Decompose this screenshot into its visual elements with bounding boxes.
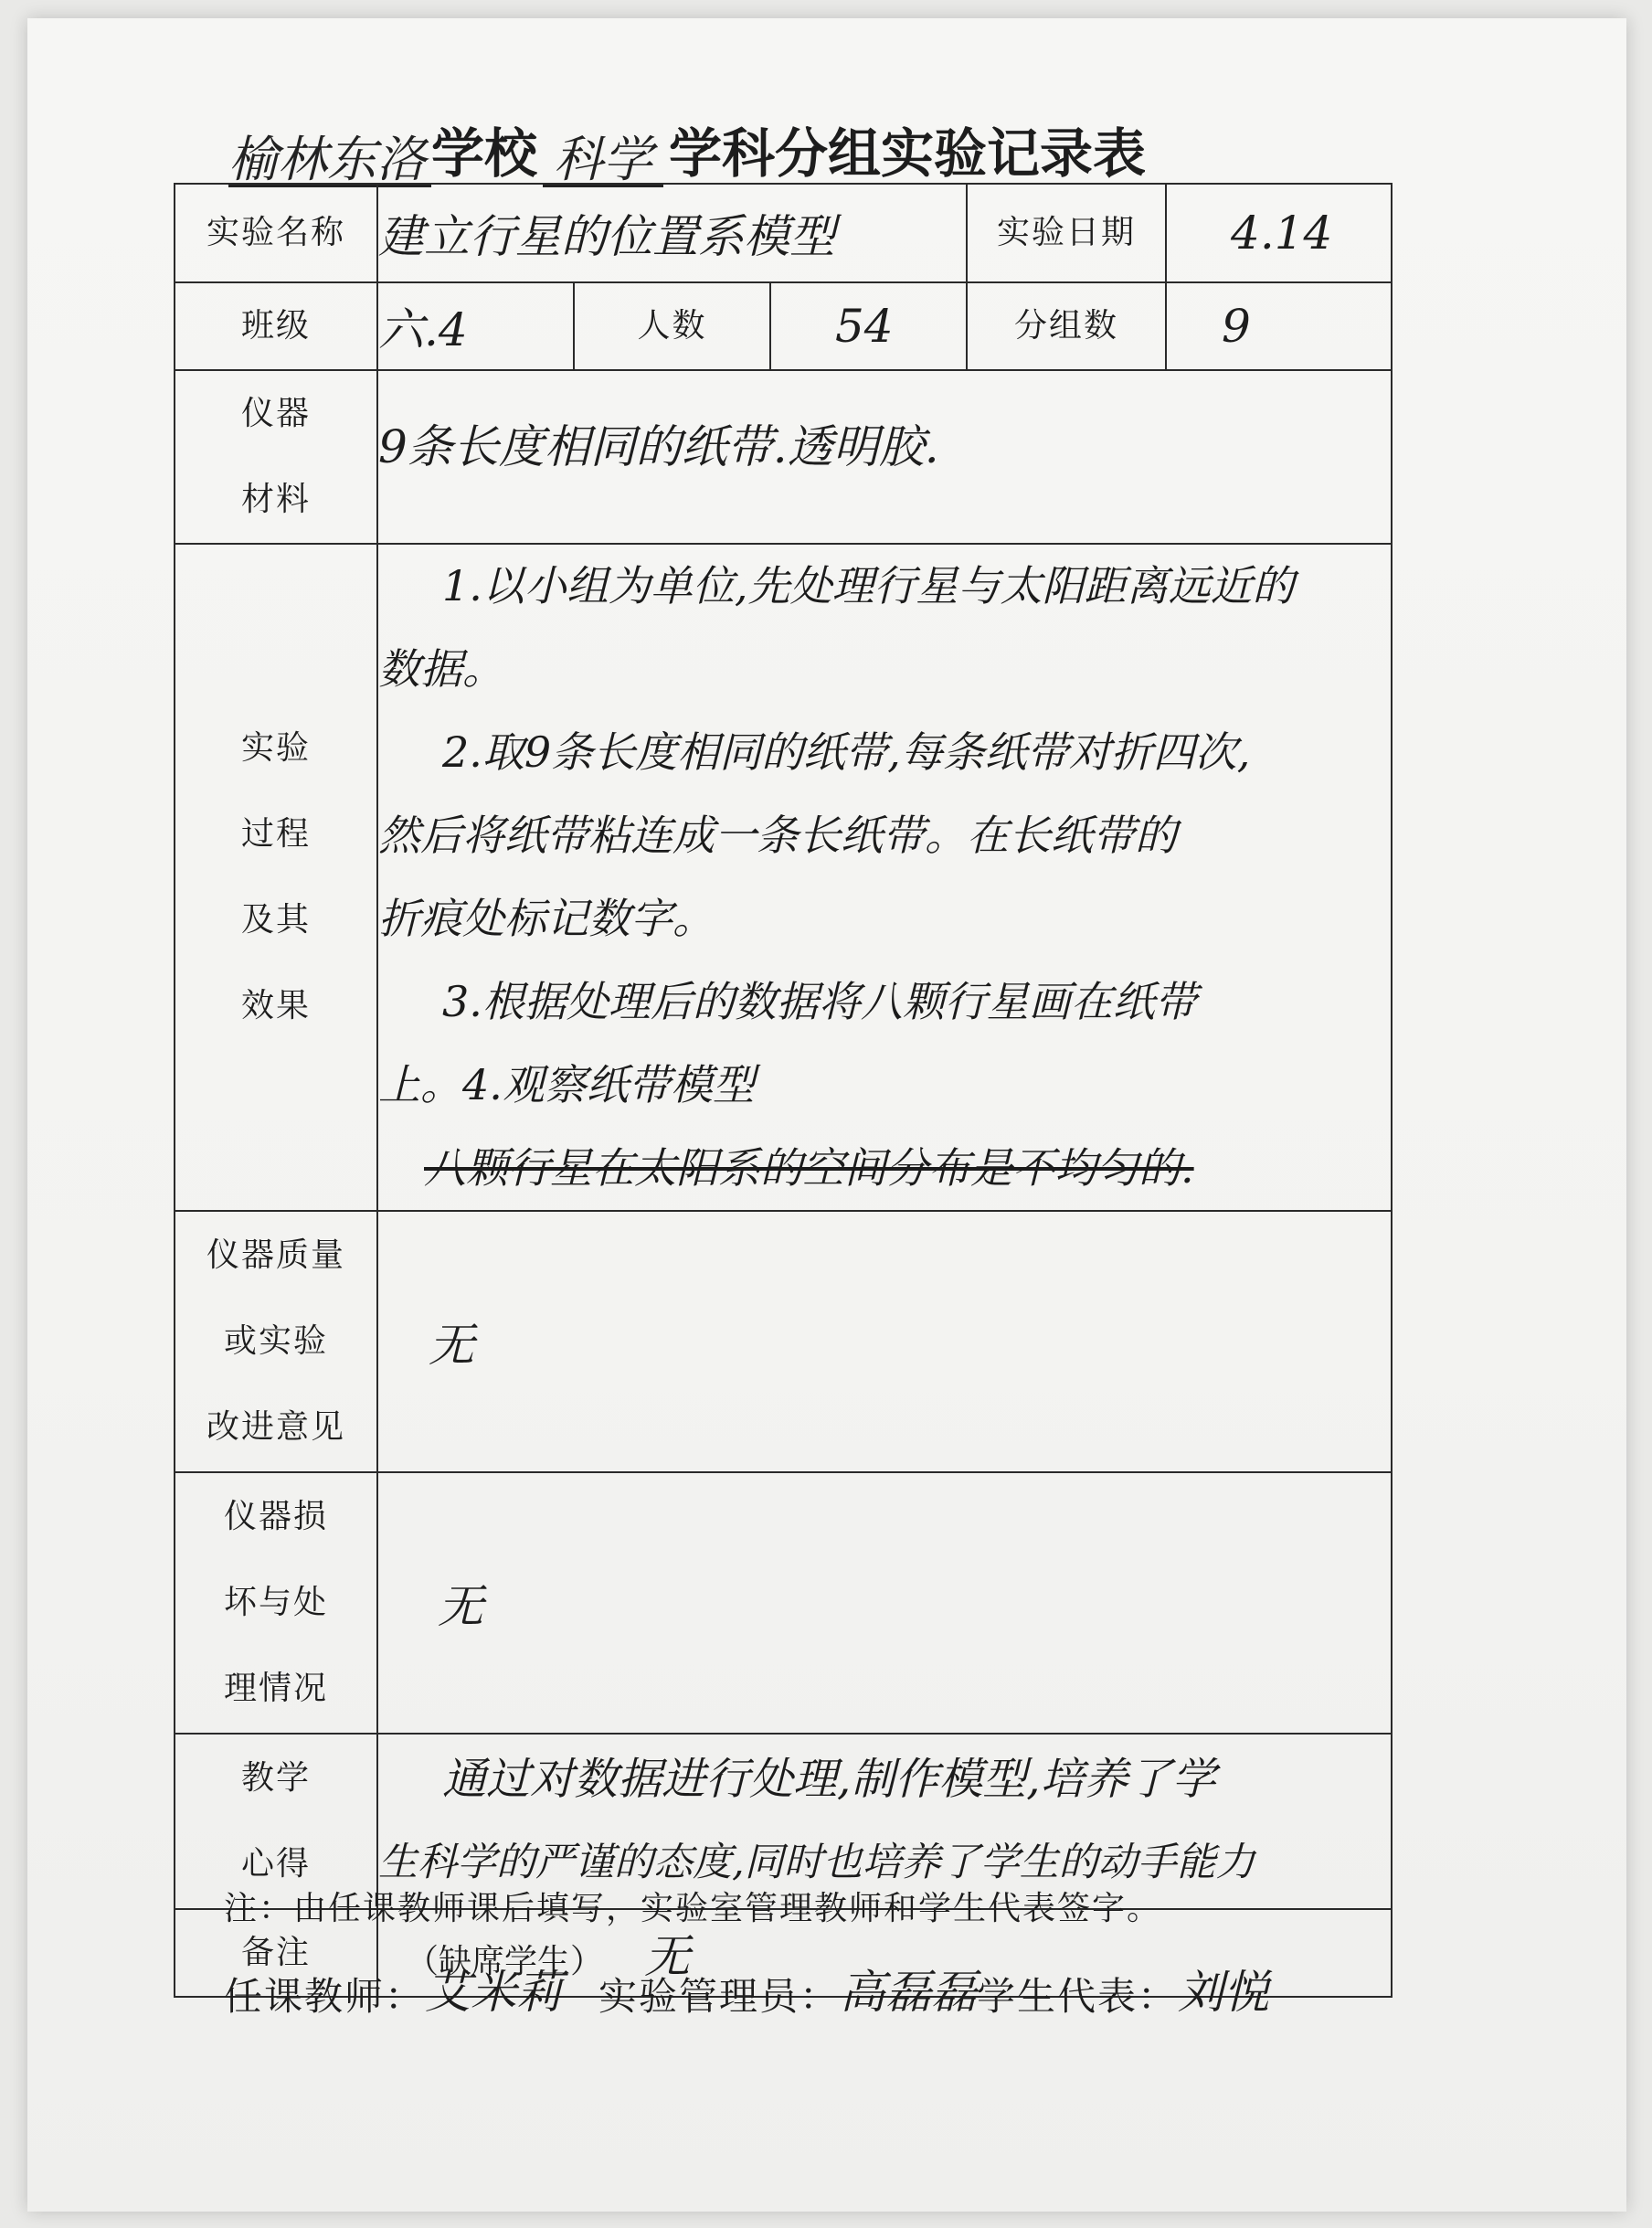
admin-signature: 高磊磊 xyxy=(840,1966,978,2019)
value-materials: 9条长度相同的纸带.透明胶. xyxy=(377,370,1392,544)
row-process xyxy=(175,544,1392,1211)
process-line: 折痕处标记数字。 xyxy=(378,894,715,943)
label-damage-line-3: 理情况 xyxy=(223,1670,328,1707)
label-process-line-3: 及其 xyxy=(240,901,311,939)
value-damage: 无 xyxy=(377,1472,1392,1734)
label-process-line-4: 效果 xyxy=(240,987,311,1024)
process-line: 上。4.观察纸带模型 xyxy=(378,1060,755,1109)
label-process-line-1: 实验 xyxy=(240,729,311,767)
process-line: 然后将纸带粘连成一条长纸带。在长纸带的 xyxy=(378,811,1177,860)
remarks-prefix: （缺席学生） xyxy=(406,1943,604,1980)
school-suffix: 学校 xyxy=(431,122,538,185)
value-quality: 无 xyxy=(377,1211,1392,1472)
value-student-count: 54 xyxy=(770,282,967,370)
label-experiment-date: 实验日期 xyxy=(967,184,1166,282)
admin-label: 实验管理员： xyxy=(598,1974,841,2019)
label-quality-line-2: 或实验 xyxy=(223,1322,328,1360)
teacher-signature: 艾米莉 xyxy=(425,1966,563,2019)
label-group-count: 分组数 xyxy=(967,282,1166,370)
label-damage xyxy=(175,1472,377,1734)
label-student-count: 人数 xyxy=(574,282,770,370)
label-quality xyxy=(175,1211,377,1472)
row-damage xyxy=(175,1472,1392,1734)
process-line: 3.根据处理后的数据将八颗行星画在纸带 xyxy=(442,977,1197,1026)
footer-note: 注：由任课教师课后填写，实验室管理教师和学生代表签字。 xyxy=(224,1890,1162,1927)
label-damage-line-1: 仪器损 xyxy=(223,1498,328,1535)
reflection-line: 生科学的严谨的态度,同时也培养了学生的动手能力 xyxy=(378,1840,1255,1885)
teacher-label: 任课教师： xyxy=(224,1974,426,2019)
reflection-line: 通过对数据进行处理,制作模型,培养了学 xyxy=(442,1754,1216,1805)
row-experiment-name xyxy=(175,184,1392,282)
subject-handwritten: 科学 xyxy=(543,135,663,187)
label-class: 班级 xyxy=(175,282,377,370)
process-line: 1.以小组为单位,先处理行星与太阳距离远近的 xyxy=(442,561,1295,610)
label-damage-line-2: 坏与处 xyxy=(223,1584,328,1621)
remarks-value: 无 xyxy=(644,1930,691,1983)
value-experiment-date: 4.14 xyxy=(1166,184,1392,282)
signature-row xyxy=(224,1956,1269,2021)
value-group-count: 9 xyxy=(1166,282,1392,370)
label-materials-line-2: 材料 xyxy=(240,481,311,518)
form-title xyxy=(228,96,1146,187)
label-experiment-name: 实验名称 xyxy=(175,184,377,282)
process-line: 八颗行星在太阳系的空间分布是不均匀的. xyxy=(424,1143,1194,1193)
label-remarks: 备注 xyxy=(175,1909,377,1997)
process-line: 2.取9条长度相同的纸带,每条纸带对折四次, xyxy=(442,727,1251,777)
label-process xyxy=(175,544,377,1211)
school-name-handwritten: 榆林东洛 xyxy=(228,135,431,187)
label-materials xyxy=(175,370,377,544)
label-quality-line-3: 改进意见 xyxy=(206,1408,345,1446)
label-quality-line-1: 仪器质量 xyxy=(206,1236,345,1274)
row-quality xyxy=(175,1211,1392,1472)
label-process-line-2: 过程 xyxy=(240,815,311,853)
label-reflection-line-2: 心得 xyxy=(240,1845,311,1883)
process-line: 数据。 xyxy=(378,644,504,694)
student-label: 学生代表： xyxy=(977,1974,1179,2019)
student-signature: 刘悦 xyxy=(1178,1966,1270,2019)
label-materials-line-1: 仪器 xyxy=(240,395,311,432)
row-materials xyxy=(175,370,1392,544)
title-suffix: 学科分组实验记录表 xyxy=(669,122,1147,185)
value-class: 六.4 xyxy=(377,282,574,370)
experiment-record-table xyxy=(174,183,1393,1998)
label-reflection-line-1: 教学 xyxy=(240,1759,311,1797)
row-class-info xyxy=(175,282,1392,370)
value-experiment-name: 建立行星的位置系模型 xyxy=(377,184,967,282)
value-process xyxy=(377,544,1392,1211)
